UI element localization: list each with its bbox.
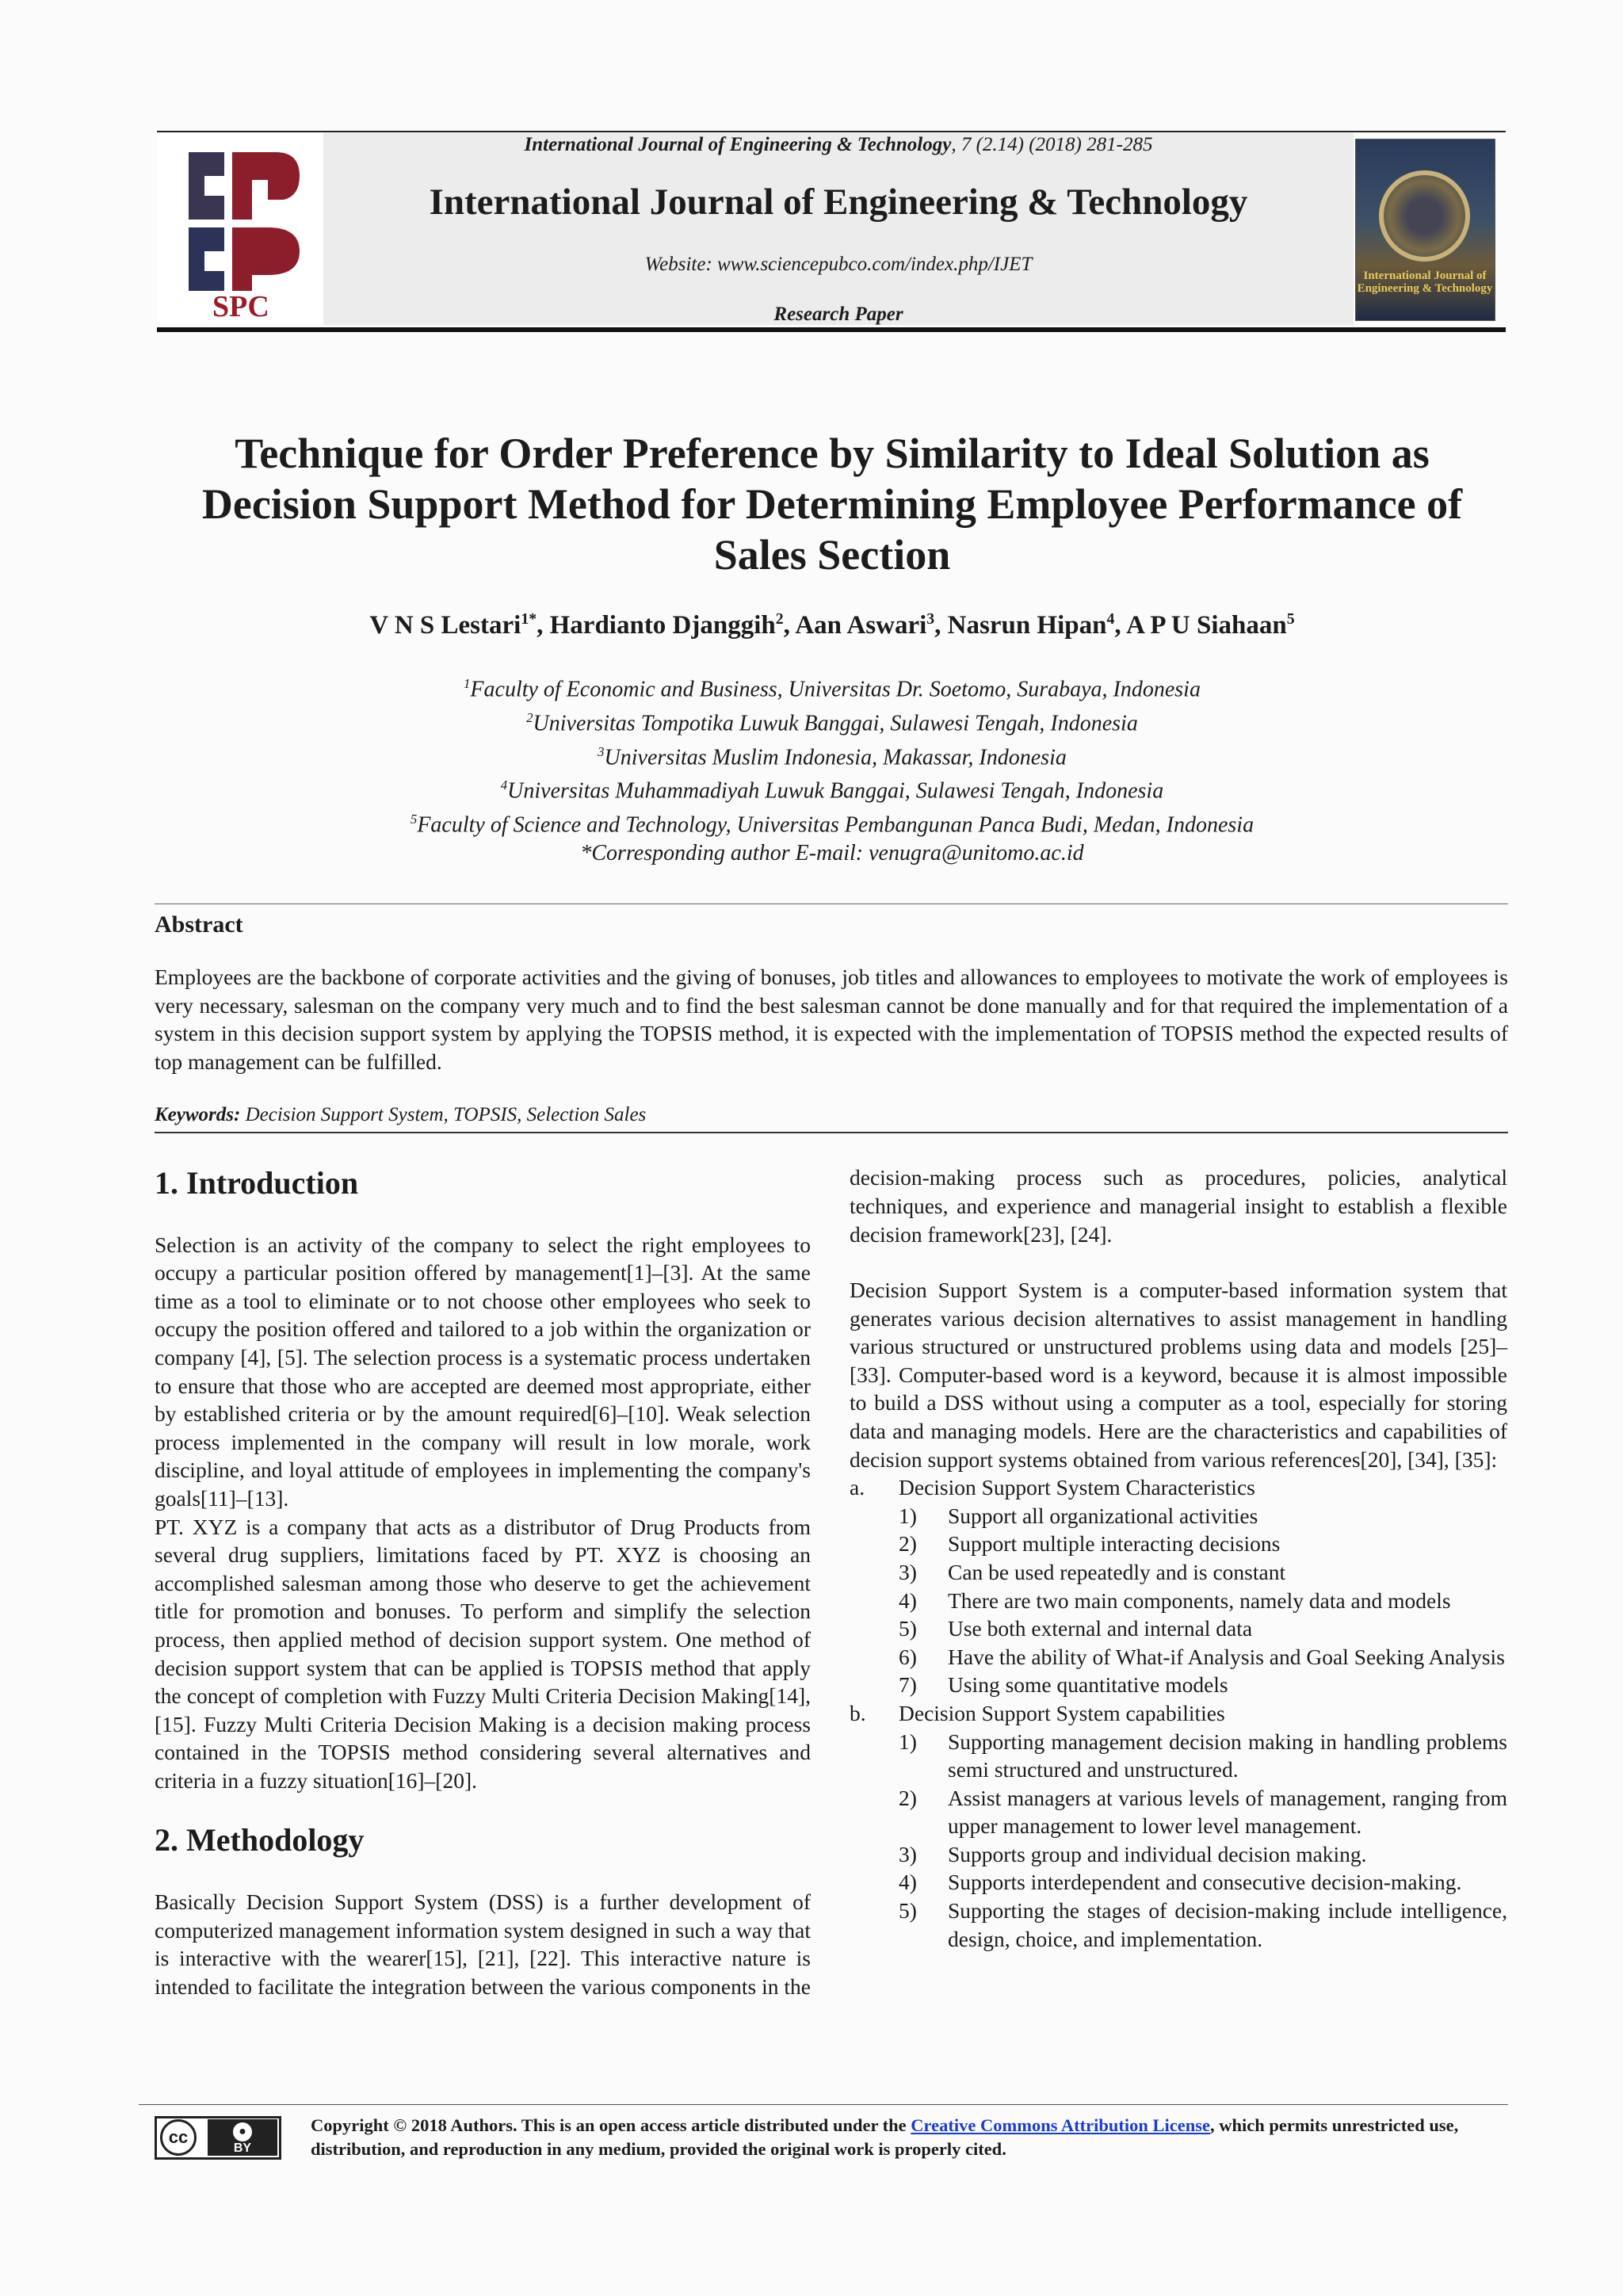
method-paragraph: Decision Support System is a computer-based information system that generates various decision alternatives to assist management in handling various structured or unstructured problems using data and models [25]–[33]. Computer-based word is a keyword, because it is almost impossible to build a DSS without using a computer as a tool, especially for storing data and managing models. Here are the characteristics and capabilities of decision support systems obtained from various references[20], [34], [35]: (850, 1278, 1507, 1472)
journal-title: International Journal of Engineering & Technology (429, 181, 1248, 223)
list-item-number: 4) (899, 1870, 917, 1895)
publisher-logo (157, 132, 323, 323)
affiliation-line (158, 771, 1506, 805)
list-item (899, 1614, 1507, 1643)
cc-license-link[interactable]: Creative Commons Attribution License (911, 2115, 1210, 2135)
method-paragraph-continued (850, 1163, 1507, 1276)
method-paragraph-text: decision-making process such as procedures, policies, analytical techniques, and experience and managerial insight to establish a flexible decision framework[23], [24]. (850, 1165, 1507, 1247)
section-heading-introduction: 1. Introduction (155, 1165, 359, 1201)
cc-icon: cc (160, 2119, 197, 2156)
list-a-label: a. (850, 1475, 865, 1500)
list-item-number: 2) (899, 1785, 917, 1810)
list-item-number: 3) (899, 1841, 917, 1866)
affiliation-text: Universitas Tompotika Luwuk Banggai, Sulawesi Tengah, Indonesia (533, 711, 1138, 736)
header-top-rule (157, 131, 1506, 132)
affiliation-mark: 5 (410, 812, 418, 827)
list-a-heading (850, 1473, 1507, 1502)
copyright-notice (311, 2114, 1507, 2161)
abstract-heading: Abstract (155, 911, 243, 938)
list-item-text: Supporting management decision making in handling problems semi structured and unstructured. (948, 1729, 1507, 1782)
list-b (850, 1728, 1507, 1954)
citation-details: , 7 (2.14) (2018) 281-285 (951, 134, 1153, 155)
list-item (899, 1897, 1507, 1953)
cc-by-icon (208, 2119, 277, 2156)
list-item (899, 1643, 1507, 1671)
affiliation-line (158, 670, 1506, 704)
keywords-label: Keywords: (155, 1104, 241, 1125)
paper-title: Technique for Order Preference by Similarity to Ideal Solution as Decision Support Method for Determining Employee Performance of Sales Section (201, 430, 1463, 579)
list-item (899, 1728, 1507, 1784)
list-item-text: Supporting the stages of decision-making include intelligence, design, choice, and implementation. (948, 1898, 1507, 1951)
list-item (899, 1868, 1507, 1897)
list-item-text: Support all organizational activities (948, 1503, 1258, 1528)
intro-paragraph: Selection is an activity of the company to select the right employees to occupy a particular position offered by management[1]–[3]. At the same time as a tool to eliminate or to not choose other employees who seek to occupy the position offered and tailored to a job within the organization or company [4], [5]. The selection process is a systematic process undertaken to ensure that those who are accepted are deemed most appropriate, either by established criteria or by the amount required[6]–[10]. Weak selection process implemented in the company will result in low morale, work discipline, and loyal attitude of employees in implementing the company's goals[11]–[13]. (155, 1232, 811, 1511)
list-a (850, 1502, 1507, 1699)
list-item (899, 1784, 1507, 1840)
spc-logo-icon (157, 132, 323, 323)
list-item-number: 3) (899, 1559, 917, 1584)
keywords-line (155, 1104, 646, 1126)
list-b-label: b. (850, 1700, 866, 1725)
journal-website[interactable]: Website: www.sciencepubco.com/index.php/IJET (644, 254, 1033, 275)
list-item-text: Use both external and internal data (948, 1616, 1253, 1641)
cover-detector-graphic (1379, 170, 1470, 262)
affiliation-line (158, 805, 1506, 839)
list-item-number: 2) (899, 1531, 917, 1557)
affiliation-text: Universitas Muslim Indonesia, Makassar, Indonesia (604, 744, 1067, 770)
citation-line (323, 134, 1354, 156)
author-mark: 1* (521, 610, 537, 628)
corresponding-author[interactable]: *Corresponding author E-mail: venugra@unitomo.ac.id (580, 841, 1084, 866)
author-list: V N S Lestari$^{1*}$, Hardianto Djanggih$^2$, Aan Aswari$^3$, Nasrun Hipan$^4$, A P U Siahaan$^5$ (369, 610, 1295, 640)
affiliation-mark: 4 (500, 777, 508, 793)
list-item-number: 1) (899, 1503, 917, 1528)
author-name: Nasrun Hipan (947, 611, 1107, 640)
list-b-title: Decision Support System capabilities (899, 1700, 1225, 1725)
footer-rule (139, 2104, 1508, 2105)
affiliations (158, 670, 1506, 868)
list-item-text: Can be used repeatedly and is constant (948, 1559, 1286, 1584)
list-item-text: Supports interdependent and consecutive decision-making. (948, 1870, 1462, 1895)
list-a-title: Decision Support System Characteristics (899, 1475, 1255, 1500)
copyright-text-end: , which permits unrestricted use, distribution, and reproduction in any medium, provided the original work is properly cited. (311, 2115, 1459, 2159)
left-column (155, 1165, 811, 2001)
cover-title: International Journal of Engineering & Technology (1357, 269, 1493, 295)
list-item-number: 5) (899, 1898, 917, 1924)
journal-header-band (323, 133, 1354, 325)
list-item (899, 1558, 1507, 1587)
keywords-text: Decision Support System, TOPSIS, Selection Sales (240, 1104, 647, 1125)
list-item-number: 7) (899, 1672, 917, 1698)
by-label: BY (233, 2141, 252, 2155)
list-item-text: Have the ability of What-if Analysis and Goal Seeking Analysis (948, 1644, 1505, 1669)
list-item-number: 6) (899, 1644, 917, 1669)
affiliation-mark: 3 (598, 743, 605, 759)
author-name: Aan Aswari (795, 611, 927, 640)
copyright-text: Copyright © 2018 Authors. This is an open access article distributed under the (311, 2115, 911, 2135)
citation-journal: International Journal of Engineering & Technology (524, 134, 952, 155)
intro-paragraph: PT. XYZ is a company that acts as a distributor of Drug Products from several drug suppliers, limitations faced by PT. XYZ is choosing an accomplished salesman among those who deserve to get the achievement title for promotion and bonuses. To perform and simplify the selection process, then applied method of decision support system. One method of decision support system that can be applied is TOPSIS method that apply the concept of completion with Fuzzy Multi Criteria Decision Making[14], [15]. Fuzzy Multi Criteria Decision Making is a decision making process contained in the TOPSIS method considering several alternatives and criteria in a fuzzy situation[16]–[20]. (155, 1514, 811, 1793)
author-name: A P U Siahaan (1126, 611, 1287, 640)
affiliation-mark: 2 (526, 709, 533, 725)
person-icon: ● (233, 2122, 252, 2141)
affiliation-line (158, 704, 1506, 738)
paper-type: Research Paper (773, 304, 903, 325)
list-item (899, 1502, 1507, 1530)
affiliation-line (158, 738, 1506, 772)
list-item-text: Assist managers at various levels of management, ranging from upper management to lower level management. (948, 1785, 1507, 1839)
author-mark: 2 (775, 610, 784, 628)
list-item (899, 1840, 1507, 1869)
logo-text: SPC (212, 290, 269, 323)
list-item (899, 1530, 1507, 1558)
list-item-text: Using some quantitative models (948, 1672, 1228, 1698)
list-item-number: 5) (899, 1616, 917, 1641)
affiliation-mark: 1 (464, 676, 471, 691)
section-heading-methodology: 2. Methodology (155, 1822, 365, 1859)
affiliation-text: Universitas Muhammadiyah Luwuk Banggai, Sulawesi Tengah, Indonesia (507, 778, 1164, 804)
right-column (850, 1163, 1507, 1953)
abstract-text: Employees are the backbone of corporate activities and the giving of bonuses, job titles and allowances to employees to motivate the work of employees is very necessary, salesman on the company very much and to find the best salesman cannot be done manually and for that required the implementation of a system in this decision support system by applying the TOPSIS method, it is expected with the implementation of TOPSIS method the expected results of top management can be fulfilled. (155, 965, 1508, 1074)
author-mark: 3 (926, 610, 935, 628)
keywords-bottom-rule (155, 1132, 1508, 1133)
author-name: Hardianto Djanggih (549, 611, 776, 640)
list-item-text: Supports group and individual decision making. (948, 1841, 1367, 1866)
list-item-text: There are two main components, namely data and models (948, 1587, 1451, 1613)
list-b-heading (850, 1699, 1507, 1728)
list-item-text: Support multiple interacting decisions (948, 1531, 1281, 1557)
method-paragraph: Basically Decision Support System (DSS) is a further development of computerized management information system designed in such a way that is interactive with the wearer[15], [21], [22]. This interactive nature is intended to facilitate the integration between the various components in the (155, 1889, 811, 1999)
affiliation-text: Faculty of Economic and Business, Universitas Dr. Soetomo, Surabaya, Indonesia (470, 677, 1201, 702)
author-mark: 4 (1106, 610, 1115, 628)
list-item-number: 1) (899, 1729, 917, 1754)
list-item (899, 1671, 1507, 1699)
author-name: V N S Lestari (369, 611, 521, 640)
list-item-number: 4) (899, 1587, 917, 1613)
author-mark: 5 (1286, 610, 1295, 628)
header-bottom-rule (157, 327, 1506, 332)
list-item (899, 1587, 1507, 1615)
affiliation-text: Faculty of Science and Technology, Universitas Pembangunan Panca Budi, Medan, Indonesia (417, 812, 1254, 838)
